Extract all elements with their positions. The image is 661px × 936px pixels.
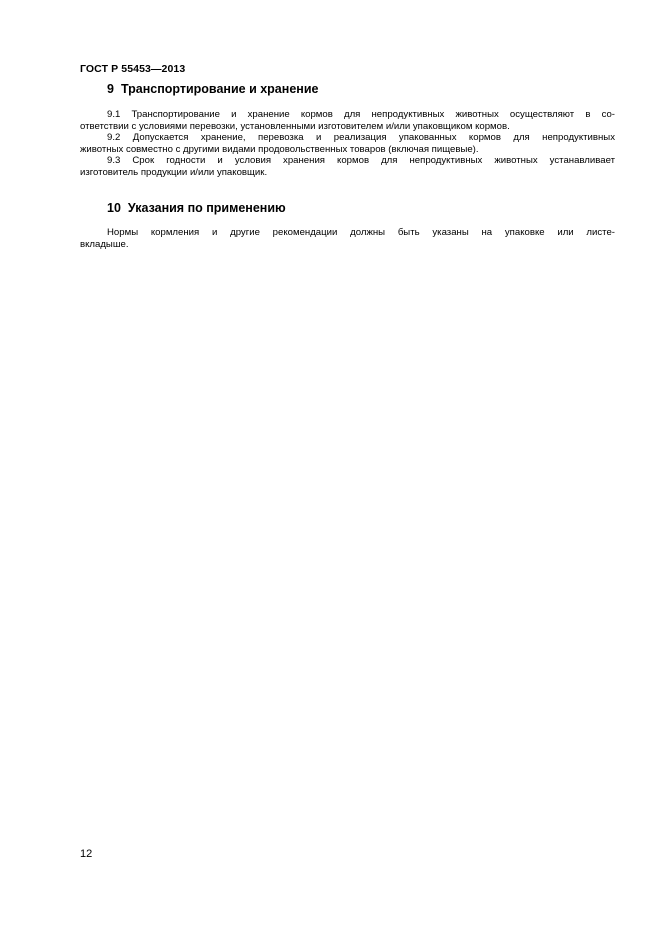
section-9-heading (107, 82, 318, 96)
paragraph-9-2-line-2: животных совместно с другими видами продовольственных товаров (включая пищевые). (80, 143, 479, 155)
section-10-title: Указания по применению (127, 201, 286, 215)
section-10-body (80, 227, 615, 250)
section-9-title: Транспортирование и хранение (120, 82, 319, 96)
section-9-number: 9 (107, 82, 114, 96)
section-9-body (80, 109, 615, 179)
paragraph-10-1-line-1: Нормы кормления и другие рекомендации должны быть указаны на упаковке или листе- (107, 227, 615, 238)
section-10-number: 10 (107, 201, 121, 215)
paragraph-9-1-line-2: ответствии с условиями перевозки, установленными изготовителем и/или упаковщиком кормов. (80, 120, 510, 132)
page-header: ГОСТ Р 55453—2013 (80, 63, 186, 75)
section-10-heading (107, 201, 286, 215)
paragraph-9-1-line-1: 9.1 Транспортирование и хранение кормов для непродуктивных животных осуществляют в со- (107, 109, 615, 120)
page-number: 12 (80, 848, 93, 860)
paragraph-9-3-line-2: изготовитель продукции и/или упаковщик. (80, 166, 268, 178)
paragraph-9-2-line-1: 9.2 Допускается хранение, перевозка и реализация упакованных кормов для непродуктивных (107, 132, 615, 144)
paragraph-10-1-line-2: вкладыше. (80, 238, 129, 250)
paragraph-9-3-line-1: 9.3 Срок годности и условия хранения кормов для непродуктивных животных устанавливает (107, 155, 615, 167)
